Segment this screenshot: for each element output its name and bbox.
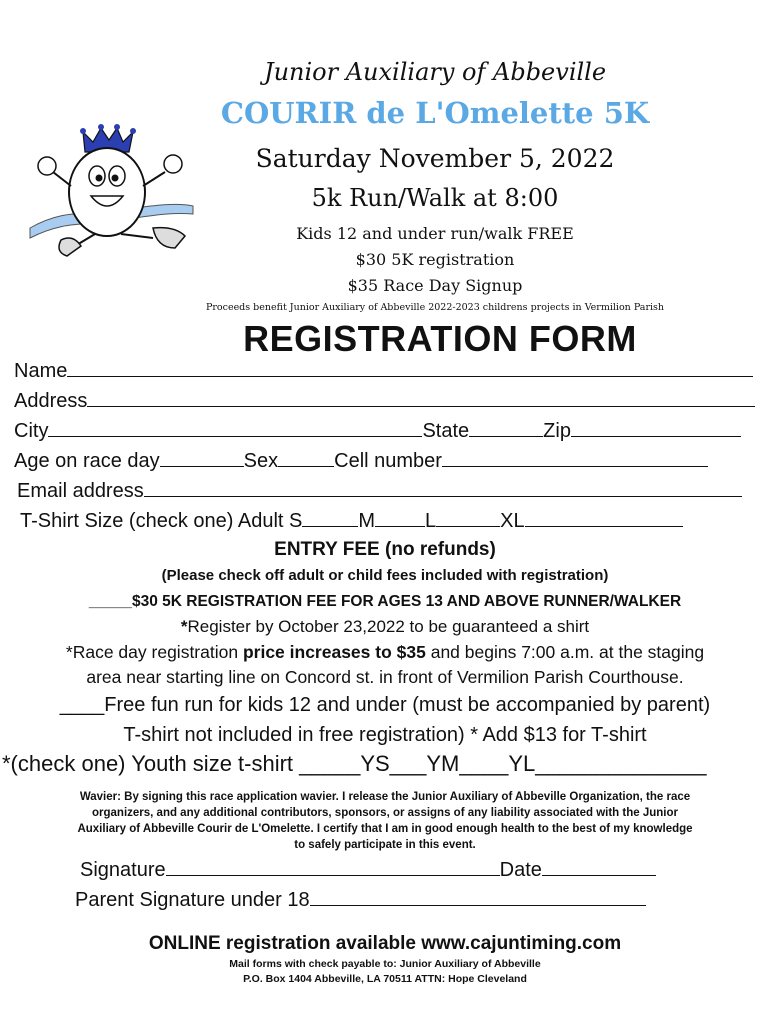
raceday-line xyxy=(0,642,770,663)
address-label: Address xyxy=(14,390,88,412)
race-time: 5k Run/Walk at 8:00 xyxy=(311,184,559,212)
name-field[interactable] xyxy=(14,358,753,383)
free-run-line[interactable]: ____Free fun run for kids 12 and under (must be accompanied by parent) xyxy=(59,694,711,716)
deadline-text: Register by October 23,2022 to be guaranteed a shirt xyxy=(187,617,590,636)
mail-instructions: Mail forms with check payable to: Junior Auxiliary of Abbeville xyxy=(229,958,541,970)
email-field[interactable] xyxy=(17,478,742,503)
raceday-price-increase: price increases to $35 xyxy=(242,642,426,662)
form-title: REGISTRATION FORM xyxy=(243,318,637,359)
date-label: Date xyxy=(499,859,542,881)
age-sex-cell-field[interactable] xyxy=(14,448,708,473)
zip-label: Zip xyxy=(543,420,571,442)
entry-fee-heading: ENTRY FEE (no refunds) xyxy=(274,539,496,560)
state-label: State xyxy=(422,420,470,442)
online-registration: ONLINE registration available www.cajuntiming.com xyxy=(148,933,622,954)
age-label: Age on race day xyxy=(14,450,160,472)
sex-label: Sex xyxy=(243,450,279,472)
raceday-text-c: and begins 7:00 a.m. at the staging xyxy=(425,642,705,662)
parent-signature-field[interactable] xyxy=(75,887,646,912)
shirt-size-field[interactable] xyxy=(20,508,683,533)
cell-label: Cell number xyxy=(334,450,442,472)
email-label: Email address xyxy=(17,480,144,502)
parent-signature-label: Parent Signature under 18 xyxy=(75,889,310,911)
signature-label: Signature xyxy=(80,859,166,881)
deadline-star: * xyxy=(180,617,188,636)
size-m-label: M xyxy=(358,510,376,532)
shirt-label: T-Shirt Size (check one) Adult S xyxy=(20,510,303,532)
entry-fee-subheading: (Please check off adult or child fees included with registration) xyxy=(161,567,609,584)
reg-fee-line[interactable]: _____$30 5K REGISTRATION FEE FOR AGES 13 AND ABOVE RUNNER/WALKER xyxy=(88,593,682,610)
city-state-zip-field[interactable] xyxy=(14,418,741,443)
raceday-location: area near starting line on Concord st. in front of Vermilion Parish Courthouse. xyxy=(86,667,684,687)
name-label: Name xyxy=(14,360,68,382)
size-xl-label: XL xyxy=(500,510,525,532)
city-label: City xyxy=(14,420,49,442)
deadline-line xyxy=(0,617,770,637)
org-name: Junior Auxiliary of Abbeville xyxy=(263,58,607,86)
egg-mascot-icon xyxy=(25,120,200,270)
waiver-line-4: to safely participate in this event. xyxy=(294,839,476,851)
waiver-line-1: Wavier: By signing this race application wavier. I release the Junior Auxiliary of Abbeville Organization, the race xyxy=(79,791,691,803)
youth-shirt-line[interactable]: *(check one) Youth size t-shirt _____YS___YM____YL______________ xyxy=(2,751,707,776)
waiver-line-2: organizers, and any additional contributors, sponsors, or assigns of any liability associated with the Junior xyxy=(92,807,678,819)
signature-field[interactable] xyxy=(80,857,656,882)
reg-price-text: $30 5K registration xyxy=(355,250,515,269)
kids-free-text: Kids 12 and under run/walk FREE xyxy=(296,224,574,243)
size-l-label: L xyxy=(425,510,437,532)
proceeds-text: Proceeds benefit Junior Auxiliary of Abbeville 2022-2023 childrens projects in Vermilion Parish xyxy=(205,302,665,313)
tshirt-note: T-shirt not included in free registration) * Add $13 for T-shirt xyxy=(123,724,647,746)
race-day-price-text: $35 Race Day Signup xyxy=(347,276,523,295)
waiver-line-3: Auxiliary of Abbeville Courir de L'Omelette. I certify that I am in good enough health to the best of my knowledge xyxy=(77,823,693,835)
mail-address: P.O. Box 1404 Abbeville, LA 70511 ATTN: Hope Cleveland xyxy=(243,973,527,985)
race-date: Saturday November 5, 2022 xyxy=(255,144,615,173)
waiver-text xyxy=(20,789,750,853)
address-field[interactable] xyxy=(14,388,755,413)
race-title: COURIR de L'Omelette 5K xyxy=(220,96,650,130)
raceday-text-a: *Race day registration xyxy=(65,642,243,662)
